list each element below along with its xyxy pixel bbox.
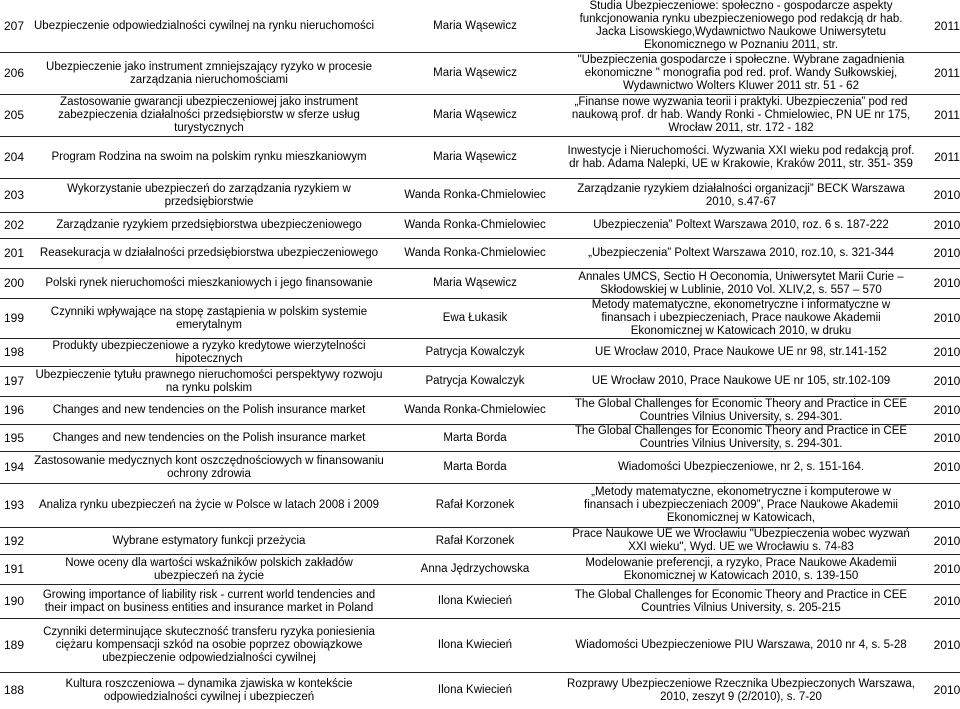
table-row — [0, 0, 960, 53]
publication-year: 2010 — [933, 683, 960, 698]
publication-title: Czynniki determinujące skuteczność transferu ryzyka poniesienia ciężaru kompensacji szkód na osobie poprzez obowiązkowe ubezpieczenie odpowiedzialności cywilnej — [43, 626, 375, 664]
publication-year: 2010 — [933, 246, 960, 260]
table-row — [0, 137, 960, 179]
row-number: 198 — [4, 345, 25, 359]
publication-year: 2010 — [933, 562, 960, 576]
row-number: 203 — [4, 188, 25, 202]
publication-year: 2010 — [933, 311, 960, 325]
publication-source: UE Wrocław 2010, Prace Naukowe UE nr 105, str.102-109 — [591, 375, 891, 387]
table-row — [0, 269, 960, 299]
publication-source: „Ubezpieczenia” Poltext Warszawa 2010, roz.10, s. 321-344 — [588, 247, 894, 259]
publication-source: The Global Challenges for Economic Theory and Practice in CEE Countries Vilnius University, s. 294-301. — [574, 425, 908, 450]
publication-year: 2011 — [934, 108, 960, 122]
row-number: 207 — [4, 18, 25, 33]
table-row — [0, 53, 960, 95]
publication-year: 2011 — [934, 150, 960, 164]
table-row — [0, 179, 960, 213]
publication-year: 2010 — [933, 218, 960, 232]
publication-title: Reasekuracja w działalności przedsiębiorstwa ubezpieczeniowego — [39, 247, 379, 259]
publication-author: Anna Jędrzychowska — [420, 563, 530, 575]
publication-title: Program Rodzina na swoim na polskim rynku mieszkaniowym — [51, 151, 367, 163]
publication-source: Prace Naukowe UE we Wrocławiu "Ubezpieczenia wobec wyzwań XXI wieku", Wyd. UE we Wrocławiu s. 74-83 — [572, 528, 910, 553]
row-number: 197 — [4, 374, 25, 388]
publication-source: The Global Challenges for Economic Theory and Practice in CEE Countries Vilnius University, s. 205-215 — [574, 588, 908, 614]
publication-author: Wanda Ronka-Chmielowiec — [404, 404, 546, 416]
table-row — [0, 397, 960, 425]
publication-source: „Metody matematyczne, ekonometryczne i komputerowe w finansach i ubezpieczeniach 2009”, Prace Naukowe Akademii Ekonomicznej w Katowicach, — [584, 486, 898, 524]
row-number: 191 — [4, 562, 25, 576]
publication-title: Growing importance of liability risk - current world tendencies and their impact on business entities and insurance market in Poland — [42, 588, 376, 614]
publication-title: Wybrane estymatory funkcji przeżycia — [112, 534, 306, 547]
table-row — [0, 673, 960, 709]
publication-year: 2010 — [933, 374, 960, 388]
publication-title: Czynniki wpływające na stopę zastąpienia w polskim systemie emerytalnym — [50, 305, 368, 331]
publication-title: Wykorzystanie ubezpieczeń do zarządzania ryzykiem w przedsiębiorstwie — [67, 182, 351, 208]
publication-author: Rafał Korzonek — [435, 534, 515, 547]
publication-title: Zastosowanie gwarancji ubezpieczeniowej jako instrument zabezpieczenia działalności przedsiębiorstw w sferze usług turystycznych — [58, 96, 360, 134]
publication-year: 2010 — [933, 460, 960, 474]
publication-author: Patrycja Kowalczyk — [425, 346, 525, 358]
publication-source: "Ubezpieczenia gospodarcze i społeczne. Wybrane zagadnienia ekonomiczne " monografia pod red. prof. Wandy Sułkowskiej, Wydawnictwo Wolters Kluwer 2011 str. 51 - 62 — [577, 54, 905, 92]
row-number: 201 — [4, 246, 25, 260]
publication-author: Maria Wąsewicz — [433, 109, 517, 121]
publication-source: UE Wrocław 2010, Prace Naukowe UE nr 98, str.141-152 — [595, 346, 887, 358]
publication-year: 2010 — [933, 594, 960, 608]
row-number: 193 — [4, 498, 25, 512]
publication-author: Ilona Kwiecień — [437, 595, 513, 607]
publication-year: 2010 — [933, 533, 960, 548]
row-number: 196 — [4, 403, 25, 417]
publication-title: Analiza rynku ubezpieczeń na życie w Polsce w latach 2008 i 2009 — [38, 499, 380, 511]
publication-source: Zarządzanie ryzykiem działalności organizacji” BECK Warszawa 2010, s.47-67 — [577, 182, 905, 208]
publication-author: Wanda Ronka-Chmielowiec — [404, 189, 546, 201]
publication-source: Rozprawy Ubezpieczeniowe Rzecznika Ubezpieczonych Warszawa, 2010, zeszyt 9 (2/2010), s. 7-20 — [567, 677, 915, 703]
row-number: 206 — [4, 66, 25, 80]
table-row — [0, 367, 960, 397]
publication-title: Ubezpieczenie odpowiedzialności cywilnej na rynku nieruchomości — [34, 19, 375, 32]
publication-title: Ubezpieczenie jako instrument zmniejszający ryzyko w procesie zarządzania nieruchomościami — [46, 60, 372, 86]
publication-year: 2010 — [933, 403, 960, 417]
table-row — [0, 585, 960, 619]
publication-title: Ubezpieczenie tytułu prawnego nieruchomości perspektywy rozwoju na rynku polskim — [35, 368, 383, 394]
row-number: 200 — [4, 276, 25, 290]
publication-author: Maria Wąsewicz — [433, 19, 517, 32]
publication-author: Maria Wąsewicz — [433, 67, 517, 79]
publication-title: Zastosowanie medycznych kont oszczędnościowych w finansowaniu ochrony zdrowia — [34, 454, 384, 480]
row-number: 194 — [4, 460, 25, 474]
table-row — [0, 425, 960, 452]
publication-author: Marta Borda — [443, 461, 507, 473]
table-row — [0, 619, 960, 673]
publication-year: 2010 — [933, 276, 960, 290]
publication-year: 2010 — [933, 498, 960, 512]
publication-author: Maria Wąsewicz — [433, 151, 517, 163]
publication-title: Polski rynek nieruchomości mieszkaniowych i jego finansowanie — [45, 277, 373, 289]
publication-title: Produkty ubezpieczeniowe a ryzyko kredytowe wierzytelności hipotecznych — [52, 339, 366, 365]
table-row — [0, 484, 960, 528]
table-row — [0, 339, 960, 367]
publication-title: Zarządzanie ryzykiem przedsiębiorstwa ubezpieczeniowego — [56, 219, 362, 231]
publication-source: Modelowanie preferencji, a ryzyko, Prace Naukowe Akademii Ekonomicznej w Katowicach 2010, s. 139-150 — [585, 556, 897, 582]
publication-year: 2010 — [933, 345, 960, 359]
row-number: 202 — [4, 218, 25, 232]
publication-author: Wanda Ronka-Chmielowiec — [404, 247, 546, 259]
table-row — [0, 452, 960, 484]
row-number: 204 — [4, 150, 25, 164]
row-number: 205 — [4, 108, 25, 122]
publication-source: Wiadomości Ubezpieczeniowe, nr 2, s. 151-164. — [617, 461, 865, 473]
publication-title: Changes and new tendencies on the Polish insurance market — [52, 431, 366, 444]
publication-author: Patrycja Kowalczyk — [425, 375, 525, 387]
publication-author: Rafał Korzonek — [435, 499, 515, 511]
publication-source: „Finanse nowe wyzwania teorii i praktyki. Ubezpieczenia” pod red naukową prof. dr hab. Wandy Ronki - Chmielowiec, PN UE nr 175, Wrocław 2011, str. 172 - 182 — [571, 96, 911, 134]
row-number: 199 — [4, 311, 25, 325]
publication-source: Inwestycje i Nieruchomości. Wyzwania XXI wieku pod redakcją prof. dr hab. Adama Nalepki, UE w Krakowie, Kraków 2011, str. 351- 359 — [567, 144, 915, 170]
publication-source: Annales UMCS, Sectio H Oeconomia, Uniwersytet Marii Curie – Skłodowskiej w Lublinie, 2010 Vol. XLIV,2, s. 557 – 570 — [578, 270, 904, 296]
table-row — [0, 299, 960, 339]
publication-source: Metody matematyczne, ekonometryczne i informatyczne w finansach i ubezpieczeniach, Prace naukowe Akademii Ekonomicznej w Katowicach 2010, w druku — [591, 299, 891, 337]
publication-source: Studia Ubezpieczeniowe: społeczno - gospodarcze aspekty funkcjonowania rynku ubezpieczeniowego pod redakcją dr hab. Jacka Lisowskiego,Wydawnictwo Naukowe Uniwersytetu Ekonomicznego w Poznaniu 2011, str. — [579, 0, 903, 51]
table-row — [0, 239, 960, 269]
publication-year: 2010 — [933, 188, 960, 202]
publication-year: 2011 — [934, 18, 960, 33]
publication-author: Maria Wąsewicz — [433, 277, 517, 289]
publication-author: Wanda Ronka-Chmielowiec — [404, 219, 546, 231]
table-row — [0, 528, 960, 555]
publication-source: The Global Challenges for Economic Theory and Practice in CEE Countries Vilnius University, s. 294-301. — [574, 397, 908, 423]
row-number: 189 — [4, 638, 25, 652]
publication-year: 2011 — [934, 66, 960, 80]
row-number: 192 — [4, 533, 25, 548]
row-number: 190 — [4, 594, 25, 608]
publication-author: Ilona Kwiecień — [437, 684, 513, 697]
publication-year: 2010 — [933, 638, 960, 652]
publication-title: Nowe oceny dla wartości wskaźników polskich zakładów ubezpieczeń na życie — [65, 556, 353, 582]
publication-author: Ewa Łukasik — [442, 312, 508, 324]
row-number: 188 — [4, 683, 25, 698]
publication-year: 2010 — [933, 430, 960, 445]
table-row — [0, 555, 960, 585]
row-number: 195 — [4, 430, 25, 445]
publication-author: Marta Borda — [443, 431, 507, 444]
publication-title: Kultura roszczeniowa – dynamika zjawiska w kontekście odpowiedzialności cywilnej i ubezpieczeń — [65, 677, 353, 703]
publication-source: Wiadomości Ubezpieczeniowe PIU Warszawa, 2010 nr 4, s. 5-28 — [575, 639, 907, 651]
table-row — [0, 213, 960, 239]
publication-author: Ilona Kwiecień — [437, 639, 513, 651]
publication-source: Ubezpieczenia” Poltext Warszawa 2010, roz. 6 s. 187-222 — [593, 219, 889, 231]
table-row — [0, 95, 960, 137]
publication-title: Changes and new tendencies on the Polish insurance market — [52, 404, 366, 416]
